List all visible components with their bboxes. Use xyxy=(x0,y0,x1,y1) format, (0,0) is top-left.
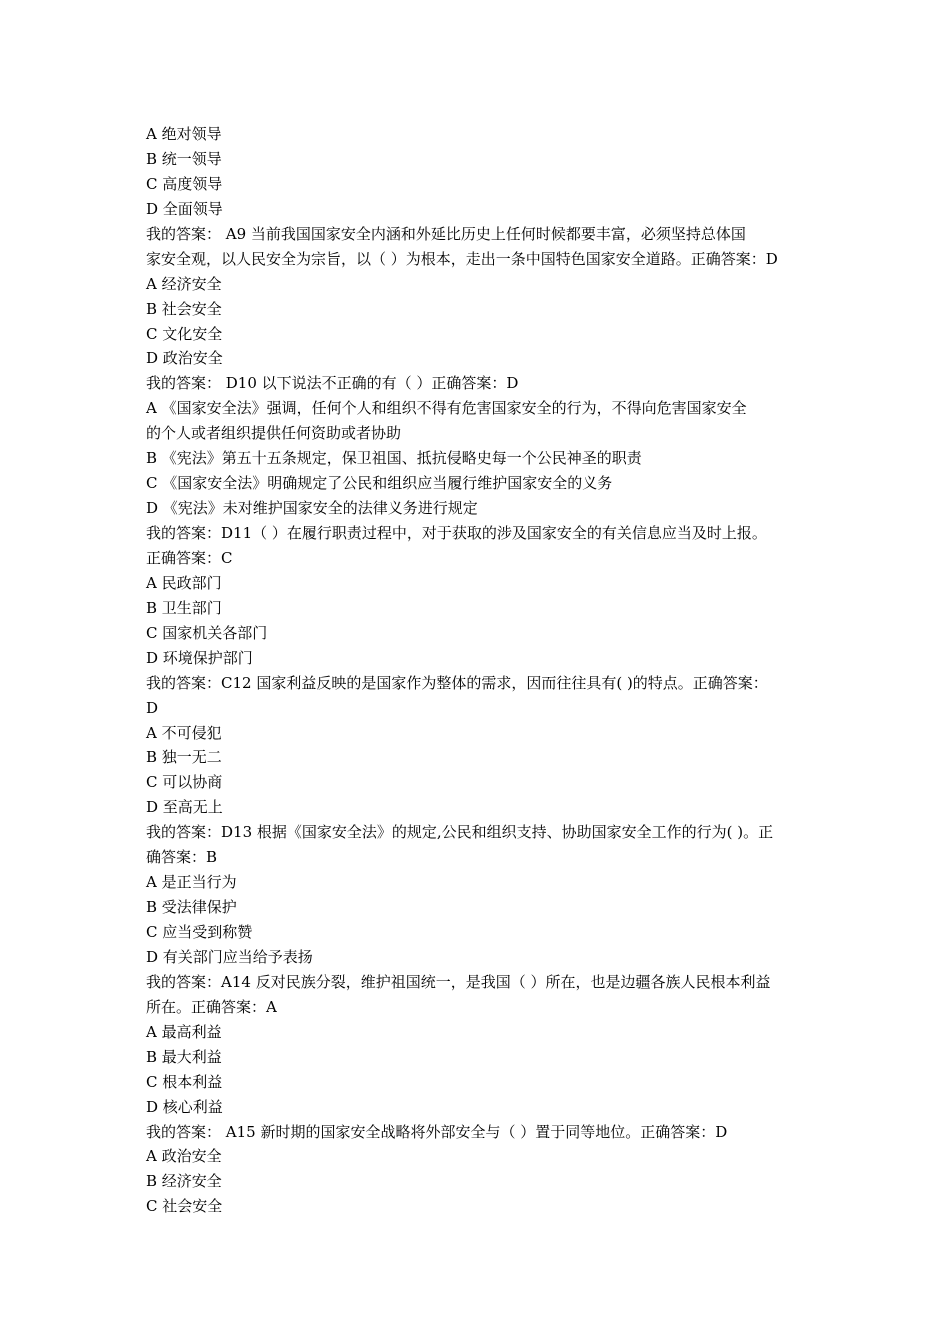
answer-question-line: 我的答案： A15 新时期的国家安全战略将外部安全与（ ）置于同等地位。正确答案：D xyxy=(146,1122,728,1141)
answer-question-line: 我的答案： A9 当前我国国家安全内涵和外延比历史上任何时候都要丰富，必须坚持总体国 xyxy=(146,224,746,243)
option-line: B 统一领导 xyxy=(146,149,222,168)
option-line: A 是正当行为 xyxy=(146,873,237,892)
option-line: B 经济安全 xyxy=(146,1172,222,1191)
question-continuation-line: 所在。正确答案：A xyxy=(146,997,277,1016)
question-continuation-line: D xyxy=(146,698,159,717)
option-line: B 社会安全 xyxy=(146,299,222,318)
question-continuation-line: 家安全观，以人民安全为宗旨，以（ ）为根本，走出一条中国特色国家安全道路。正确答案：D xyxy=(146,249,778,268)
option-line: C 根本利益 xyxy=(146,1072,223,1091)
option-line: A 《国家安全法》强调，任何个人和组织不得有危害国家安全的行为，不得向危害国家安全 xyxy=(146,399,747,418)
option-line: B 受法律保护 xyxy=(146,898,237,917)
option-line: B 卫生部门 xyxy=(146,598,222,617)
answer-question-line: 我的答案：A14 反对民族分裂，维护祖国统一，是我国（ ）所在，也是边疆各族人民根本利益 xyxy=(146,972,771,991)
question-continuation-line: 正确答案：C xyxy=(146,548,233,567)
answer-question-line: 我的答案： D10 以下说法不正确的有（ ）正确答案：D xyxy=(146,374,519,393)
document-body xyxy=(146,122,810,1219)
option-line: B 独一无二 xyxy=(146,748,222,767)
option-line: B 最大利益 xyxy=(146,1047,222,1066)
answer-question-line: 我的答案：D11（ ）在履行职责过程中，对于获取的涉及国家安全的有关信息应当及时上报。 xyxy=(146,524,767,542)
option-line: C 国家机关各部门 xyxy=(146,623,268,642)
option-line: A 最高利益 xyxy=(146,1022,222,1041)
option-line: A 绝对领导 xyxy=(146,125,222,143)
option-line: A 民政部门 xyxy=(146,573,222,592)
answer-question-line: 我的答案：D13 根据《国家安全法》的规定,公民和组织支持、协助国家安全工作的行为( )。正 xyxy=(146,823,774,842)
option-line: C 社会安全 xyxy=(146,1197,223,1216)
option-line: D 有关部门应当给予表扬 xyxy=(146,947,313,966)
option-line: D 全面领导 xyxy=(146,199,223,218)
option-continuation-line: 的个人或者组织提供任何资助或者协助 xyxy=(146,424,402,443)
option-line: A 经济安全 xyxy=(146,274,222,293)
option-line: D 政治安全 xyxy=(146,349,223,368)
option-line: C 文化安全 xyxy=(146,324,223,343)
option-line: B 《宪法》第五十五条规定，保卫祖国、抵抗侵略史每一个公民神圣的职责 xyxy=(146,449,642,468)
option-line: C 可以协商 xyxy=(146,773,223,792)
answer-question-line: 我的答案：C12 国家利益反映的是国家作为整体的需求，因而往往具有( )的特点。正确答案： xyxy=(146,673,768,692)
option-line: A 政治安全 xyxy=(146,1147,222,1166)
option-line: D 环境保护部门 xyxy=(146,648,253,667)
option-line: C 《国家安全法》明确规定了公民和组织应当履行维护国家安全的义务 xyxy=(146,474,613,493)
option-line: A 不可侵犯 xyxy=(146,723,222,742)
option-line: D 核心利益 xyxy=(146,1097,223,1116)
option-line: D 至高无上 xyxy=(146,798,223,817)
option-line: D 《宪法》未对维护国家安全的法律义务进行规定 xyxy=(146,499,478,518)
option-line: C 高度领导 xyxy=(146,174,223,193)
question-continuation-line: 确答案：B xyxy=(146,848,218,867)
option-line: C 应当受到称赞 xyxy=(146,923,253,941)
